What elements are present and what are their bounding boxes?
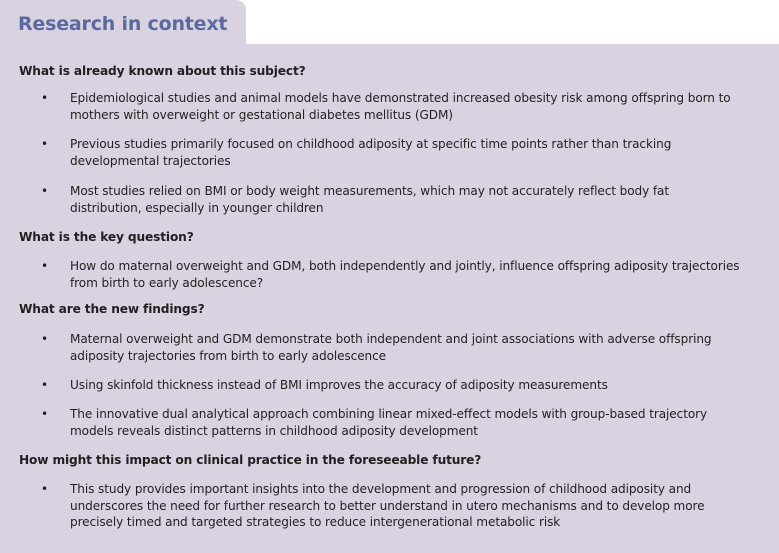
list-item-text: Most studies relied on BMI or body weight measurements, which may not accurately reflect body fat distribution, especially in younger children xyxy=(70,184,670,215)
bullet-icon: • xyxy=(41,407,49,421)
list-item-text: Epidemiological studies and animal models have demonstrated increased obesity risk among offspring born to mothers with overweight or gestational diabetes mellitus (GDM) xyxy=(70,91,731,122)
bullet-icon: • xyxy=(41,259,49,273)
bullet-icon: • xyxy=(41,91,49,105)
section-heading-key-question: What is the key question? xyxy=(19,230,194,244)
bullet-icon: • xyxy=(41,482,49,496)
section-heading-clinical-impact: How might this impact on clinical practice in the foreseeable future? xyxy=(19,453,482,467)
bullet-icon: • xyxy=(41,332,49,346)
box-title: Research in context xyxy=(18,13,228,35)
section-heading-new-findings: What are the new findings? xyxy=(19,302,205,316)
list-item-text: Maternal overweight and GDM demonstrate both independent and joint associations with adverse offspring adiposity trajectories from birth to early adolescence xyxy=(70,332,712,363)
bullet-icon: • xyxy=(41,184,49,198)
list-item-text: The innovative dual analytical approach combining linear mixed-effect models with group-based trajectory models reveals distinct patterns in childhood adiposity development xyxy=(70,407,708,438)
section-heading-known: What is already known about this subject? xyxy=(19,64,306,78)
title-tab xyxy=(0,0,246,44)
list-item-text: How do maternal overweight and GDM, both independently and jointly, influence offspring adiposity trajectories from birth to early adolescence? xyxy=(70,259,740,290)
bullet-icon: • xyxy=(41,137,49,151)
list-item-text: This study provides important insights into the development and progression of childhood adiposity and underscores the need for further research to better understand in utero mechanisms and to develop more precisely timed and targeted strategies to reduce intergenerational metabolic risk xyxy=(70,482,705,530)
list-item-text: Previous studies primarily focused on childhood adiposity at specific time points rather than tracking developmental trajectories xyxy=(70,137,672,168)
list-item-text: Using skinfold thickness instead of BMI improves the accuracy of adiposity measurements xyxy=(70,378,608,392)
bullet-icon: • xyxy=(41,378,49,392)
